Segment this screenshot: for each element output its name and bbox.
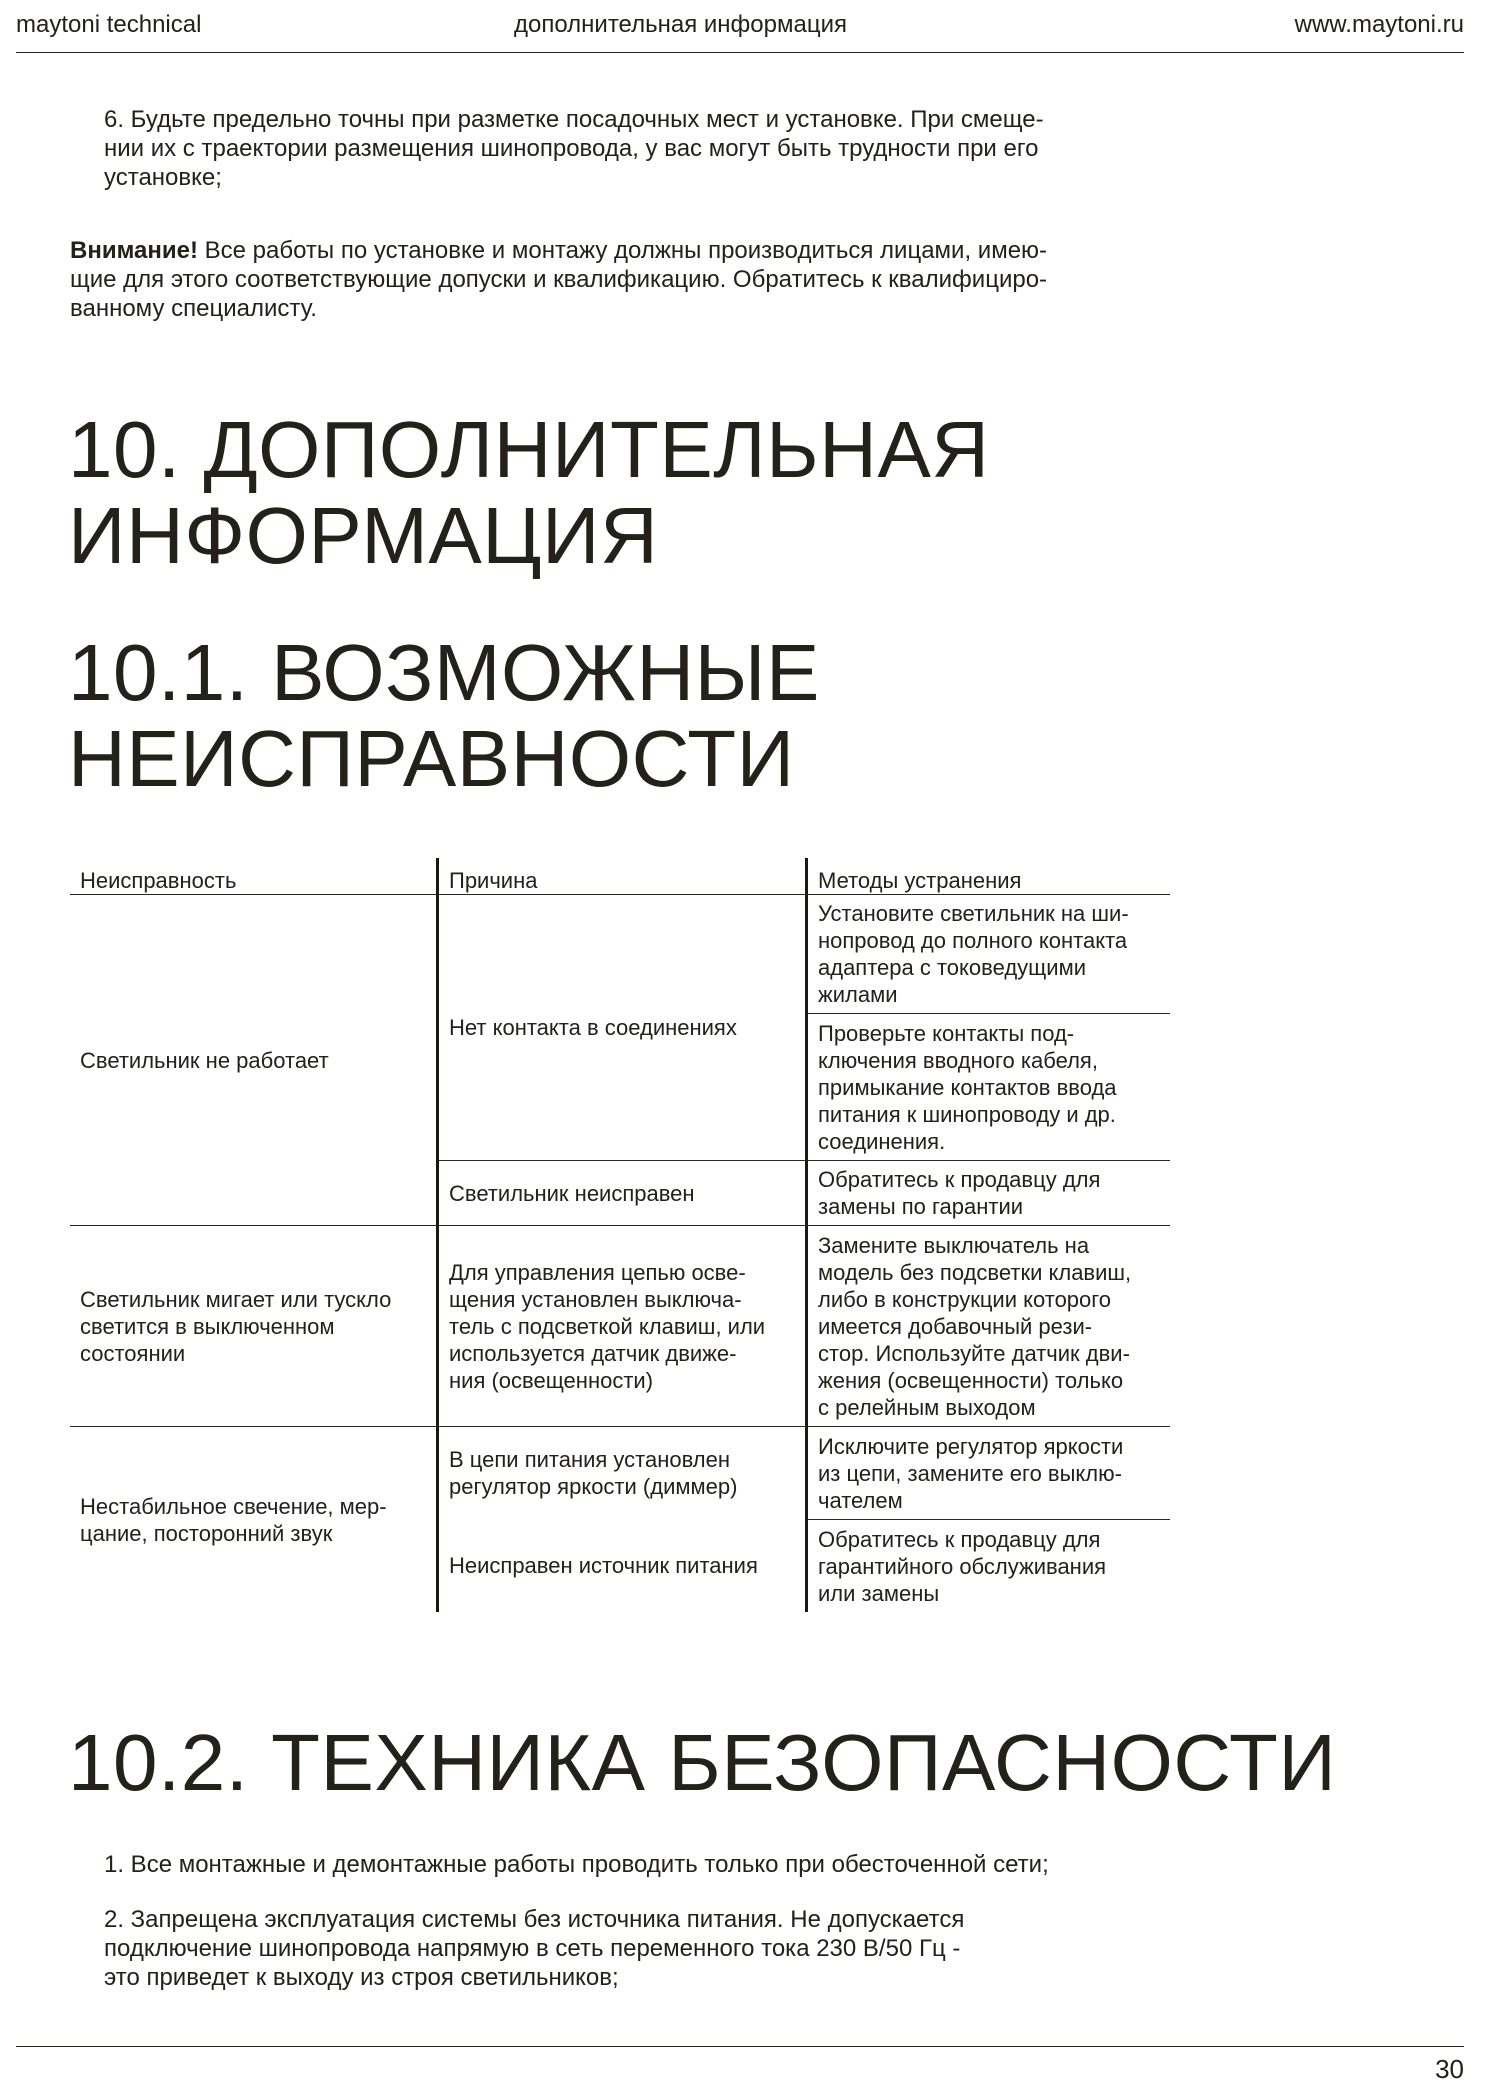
fault-cell: Нестабильное свечение, мер- цание, посторонний звук bbox=[80, 1493, 387, 1546]
section-10-2-title: 10.2. ТЕХНИКА БЕЗОПАСНОСТИ bbox=[68, 1718, 1337, 1807]
table-header-row bbox=[70, 858, 1170, 895]
header-website: www.maytoni.ru bbox=[1294, 11, 1464, 38]
header-cause: Причина bbox=[438, 858, 807, 895]
fix-cell: Исключите регулятор яркости из цепи, замените его выклю- чателем bbox=[807, 1427, 1171, 1520]
fix-cell: Установите светильник на ши- нопровод до полного контакта адаптера с токоведущими жилами bbox=[807, 895, 1171, 1014]
table-row bbox=[70, 1427, 1170, 1520]
fault-cell: Светильник мигает или тускло светится в выключенном состоянии bbox=[70, 1226, 438, 1427]
cause-cell: Светильник неисправен bbox=[438, 1161, 807, 1226]
intro-item-6: 6. Будьте предельно точны при разметке посадочных мест и установке. При смеще- нии их с траектории размещения шинопровода, у вас могут быть трудности при его установке; bbox=[104, 106, 1044, 191]
fault-cell: Светильник не работает bbox=[70, 895, 438, 1226]
warning-label: Внимание! bbox=[70, 237, 198, 264]
header-section-title: дополнительная информация bbox=[514, 11, 847, 38]
fix-cell: Замените выключатель на модель без подсветки клавиш, либо в конструкции которого имеется добавочный рези- стор. Используйте датчик дви- жения (освещенности) только с релейным выходом bbox=[807, 1226, 1171, 1427]
fix-cell: Обратитесь к продавцу для замены по гарантии bbox=[807, 1161, 1171, 1226]
safety-item-2: 2. Запрещена эксплуатация системы без источника питания. Не допускается подключение шинопровода напрямую в сеть переменного тока 230 В/50 Гц - это приведет к выходу из строя светильников; bbox=[104, 1906, 965, 1991]
table-row bbox=[70, 895, 1170, 1014]
section-10-title: 10. ДОПОЛНИТЕЛЬНАЯ ИНФОРМАЦИЯ bbox=[68, 405, 990, 580]
warning-paragraph bbox=[70, 236, 1047, 323]
cause-cell: Для управления цепью осве- щения установлен выключа- тель с подсветкой клавиш, или используется датчик движе- ния (освещенности) bbox=[438, 1226, 807, 1427]
header-fix: Методы устранения bbox=[807, 858, 1171, 895]
fix-cell: Обратитесь к продавцу для гарантийного обслуживания или замены bbox=[807, 1520, 1171, 1613]
cause-cell: В цепи питания установлен регулятор яркости (диммер) bbox=[438, 1427, 807, 1520]
warning-text: Все работы по установке и монтажу должны производиться лицами, имею- щие для этого соответствующие допуски и квалификацию. Обратитесь к квалифициро- ванному специалисту. bbox=[70, 237, 1048, 322]
table-row bbox=[70, 1226, 1170, 1427]
header-fault: Неисправность bbox=[70, 858, 438, 895]
footer-divider bbox=[16, 2046, 1464, 2047]
cause-cell: Нет контакта в соединениях bbox=[438, 895, 807, 1161]
faults-table bbox=[70, 858, 1170, 1612]
cause-cell: Неисправен источник питания bbox=[438, 1520, 807, 1613]
page-number: 30 bbox=[1435, 2054, 1464, 2084]
header-brand: maytoni technical bbox=[16, 11, 202, 38]
page-header bbox=[16, 10, 1464, 53]
fix-cell: Проверьте контакты под- ключения вводного кабеля, примыкание контактов ввода питания к шинопроводу и др. соединения. bbox=[807, 1014, 1171, 1161]
safety-item-1: 1. Все монтажные и демонтажные работы проводить только при обесточенной сети; bbox=[104, 1851, 1049, 1878]
section-10-1-title: 10.1. ВОЗМОЖНЫЕ НЕИСПРАВНОСТИ bbox=[68, 628, 820, 803]
